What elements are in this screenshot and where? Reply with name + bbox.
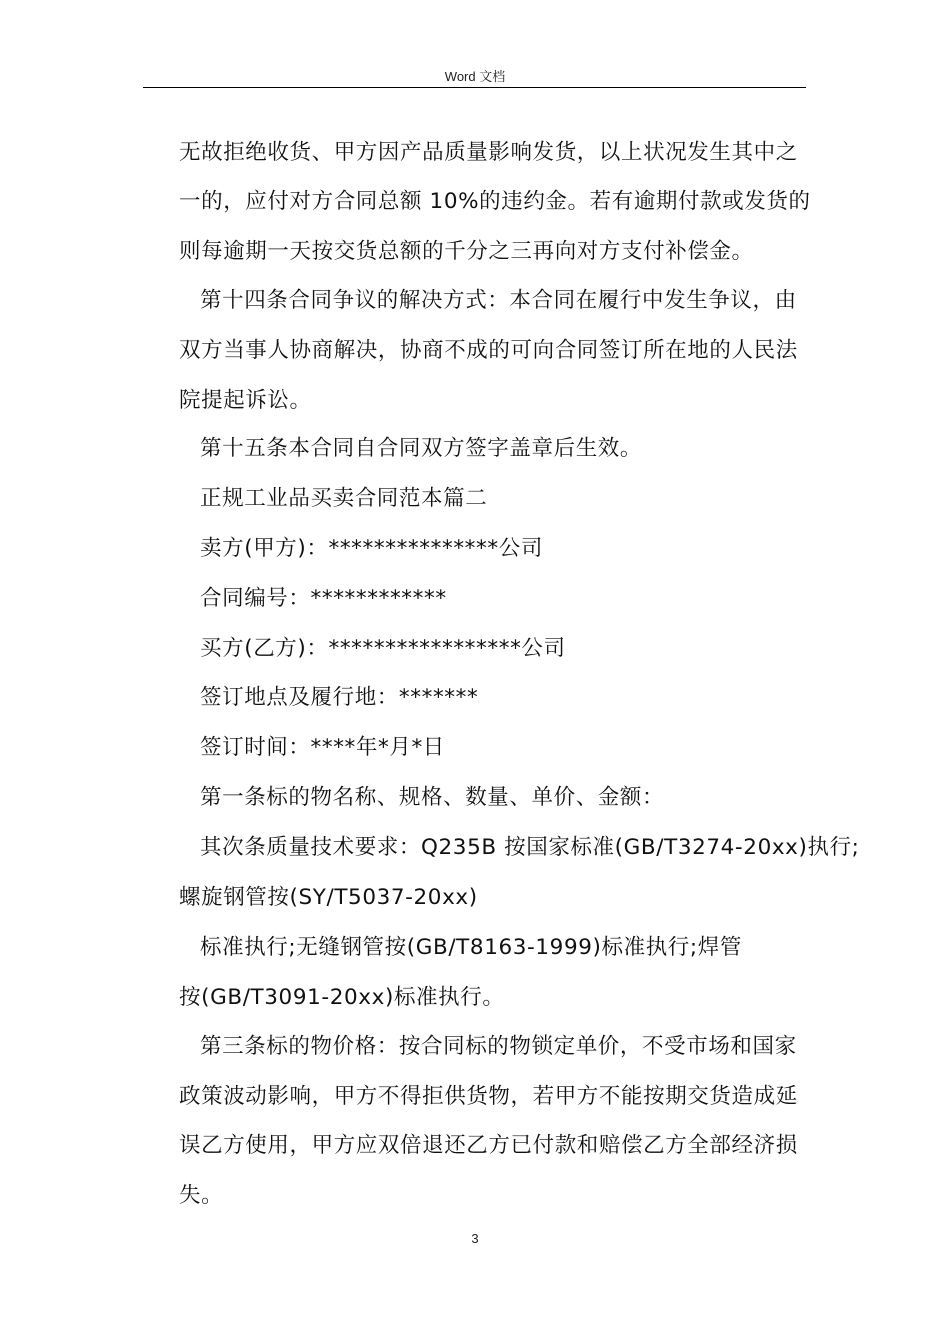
signing-place-line: 签订地点及履行地：******* — [200, 685, 479, 710]
paragraph-line: 第十五条本合同自合同双方签字盖章后生效。 — [200, 436, 643, 461]
page-header-title: Word 文档 — [444, 69, 506, 84]
seller-line: 卖方(甲方)：***************公司 — [200, 536, 543, 561]
paragraph-line: 标准执行;无缝钢管按(GB/T8163-1999)标准执行;焊管 — [200, 935, 742, 960]
paragraph-line: 双方当事人协商解决，协商不成的可向合同签订所在地的人民法 — [179, 338, 798, 363]
paragraph-line: 失。 — [179, 1183, 224, 1208]
signing-date-line: 签订时间：****年*月*日 — [200, 735, 445, 760]
paragraph-line: 无故拒绝收货、甲方因产品质量影响发货，以上状况发生其中之 — [179, 140, 798, 165]
buyer-line: 买方(乙方)：*****************公司 — [200, 636, 566, 661]
paragraph-line: 第十四条合同争议的解决方式：本合同在履行中发生争议，由 — [200, 288, 797, 313]
paragraph-line: 按(GB/T3091-20xx)标准执行。 — [179, 985, 505, 1010]
paragraph-line: 其次条质量技术要求：Q235B 按国家标准(GB/T3274-20xx)执行; — [200, 835, 860, 860]
paragraph-line: 螺旋钢管按(SY/T5037-20xx) — [179, 885, 478, 910]
page-number: 3 — [471, 1231, 479, 1246]
paragraph-line: 一的，应付对方合同总额 10%的违约金。若有逾期付款或发货的 — [179, 189, 811, 214]
paragraph-line: 则每逾期一天按交货总额的千分之三再向对方支付补偿金。 — [179, 239, 754, 264]
header-divider — [143, 87, 806, 88]
paragraph-line: 政策波动影响，甲方不得拒供货物，若甲方不能按期交货造成延 — [179, 1084, 798, 1109]
contract-number-line: 合同编号：************ — [200, 586, 447, 611]
paragraph-line: 院提起诉讼。 — [179, 388, 312, 413]
paragraph-line: 第一条标的物名称、规格、数量、单价、金额： — [200, 785, 665, 810]
paragraph-line: 第三条标的物价格：按合同标的物锁定单价，不受市场和国家 — [200, 1034, 797, 1059]
section-heading: 正规工业品买卖合同范本篇二 — [200, 486, 488, 511]
paragraph-line: 误乙方使用，甲方应双倍退还乙方已付款和赔偿乙方全部经济损 — [179, 1133, 798, 1158]
